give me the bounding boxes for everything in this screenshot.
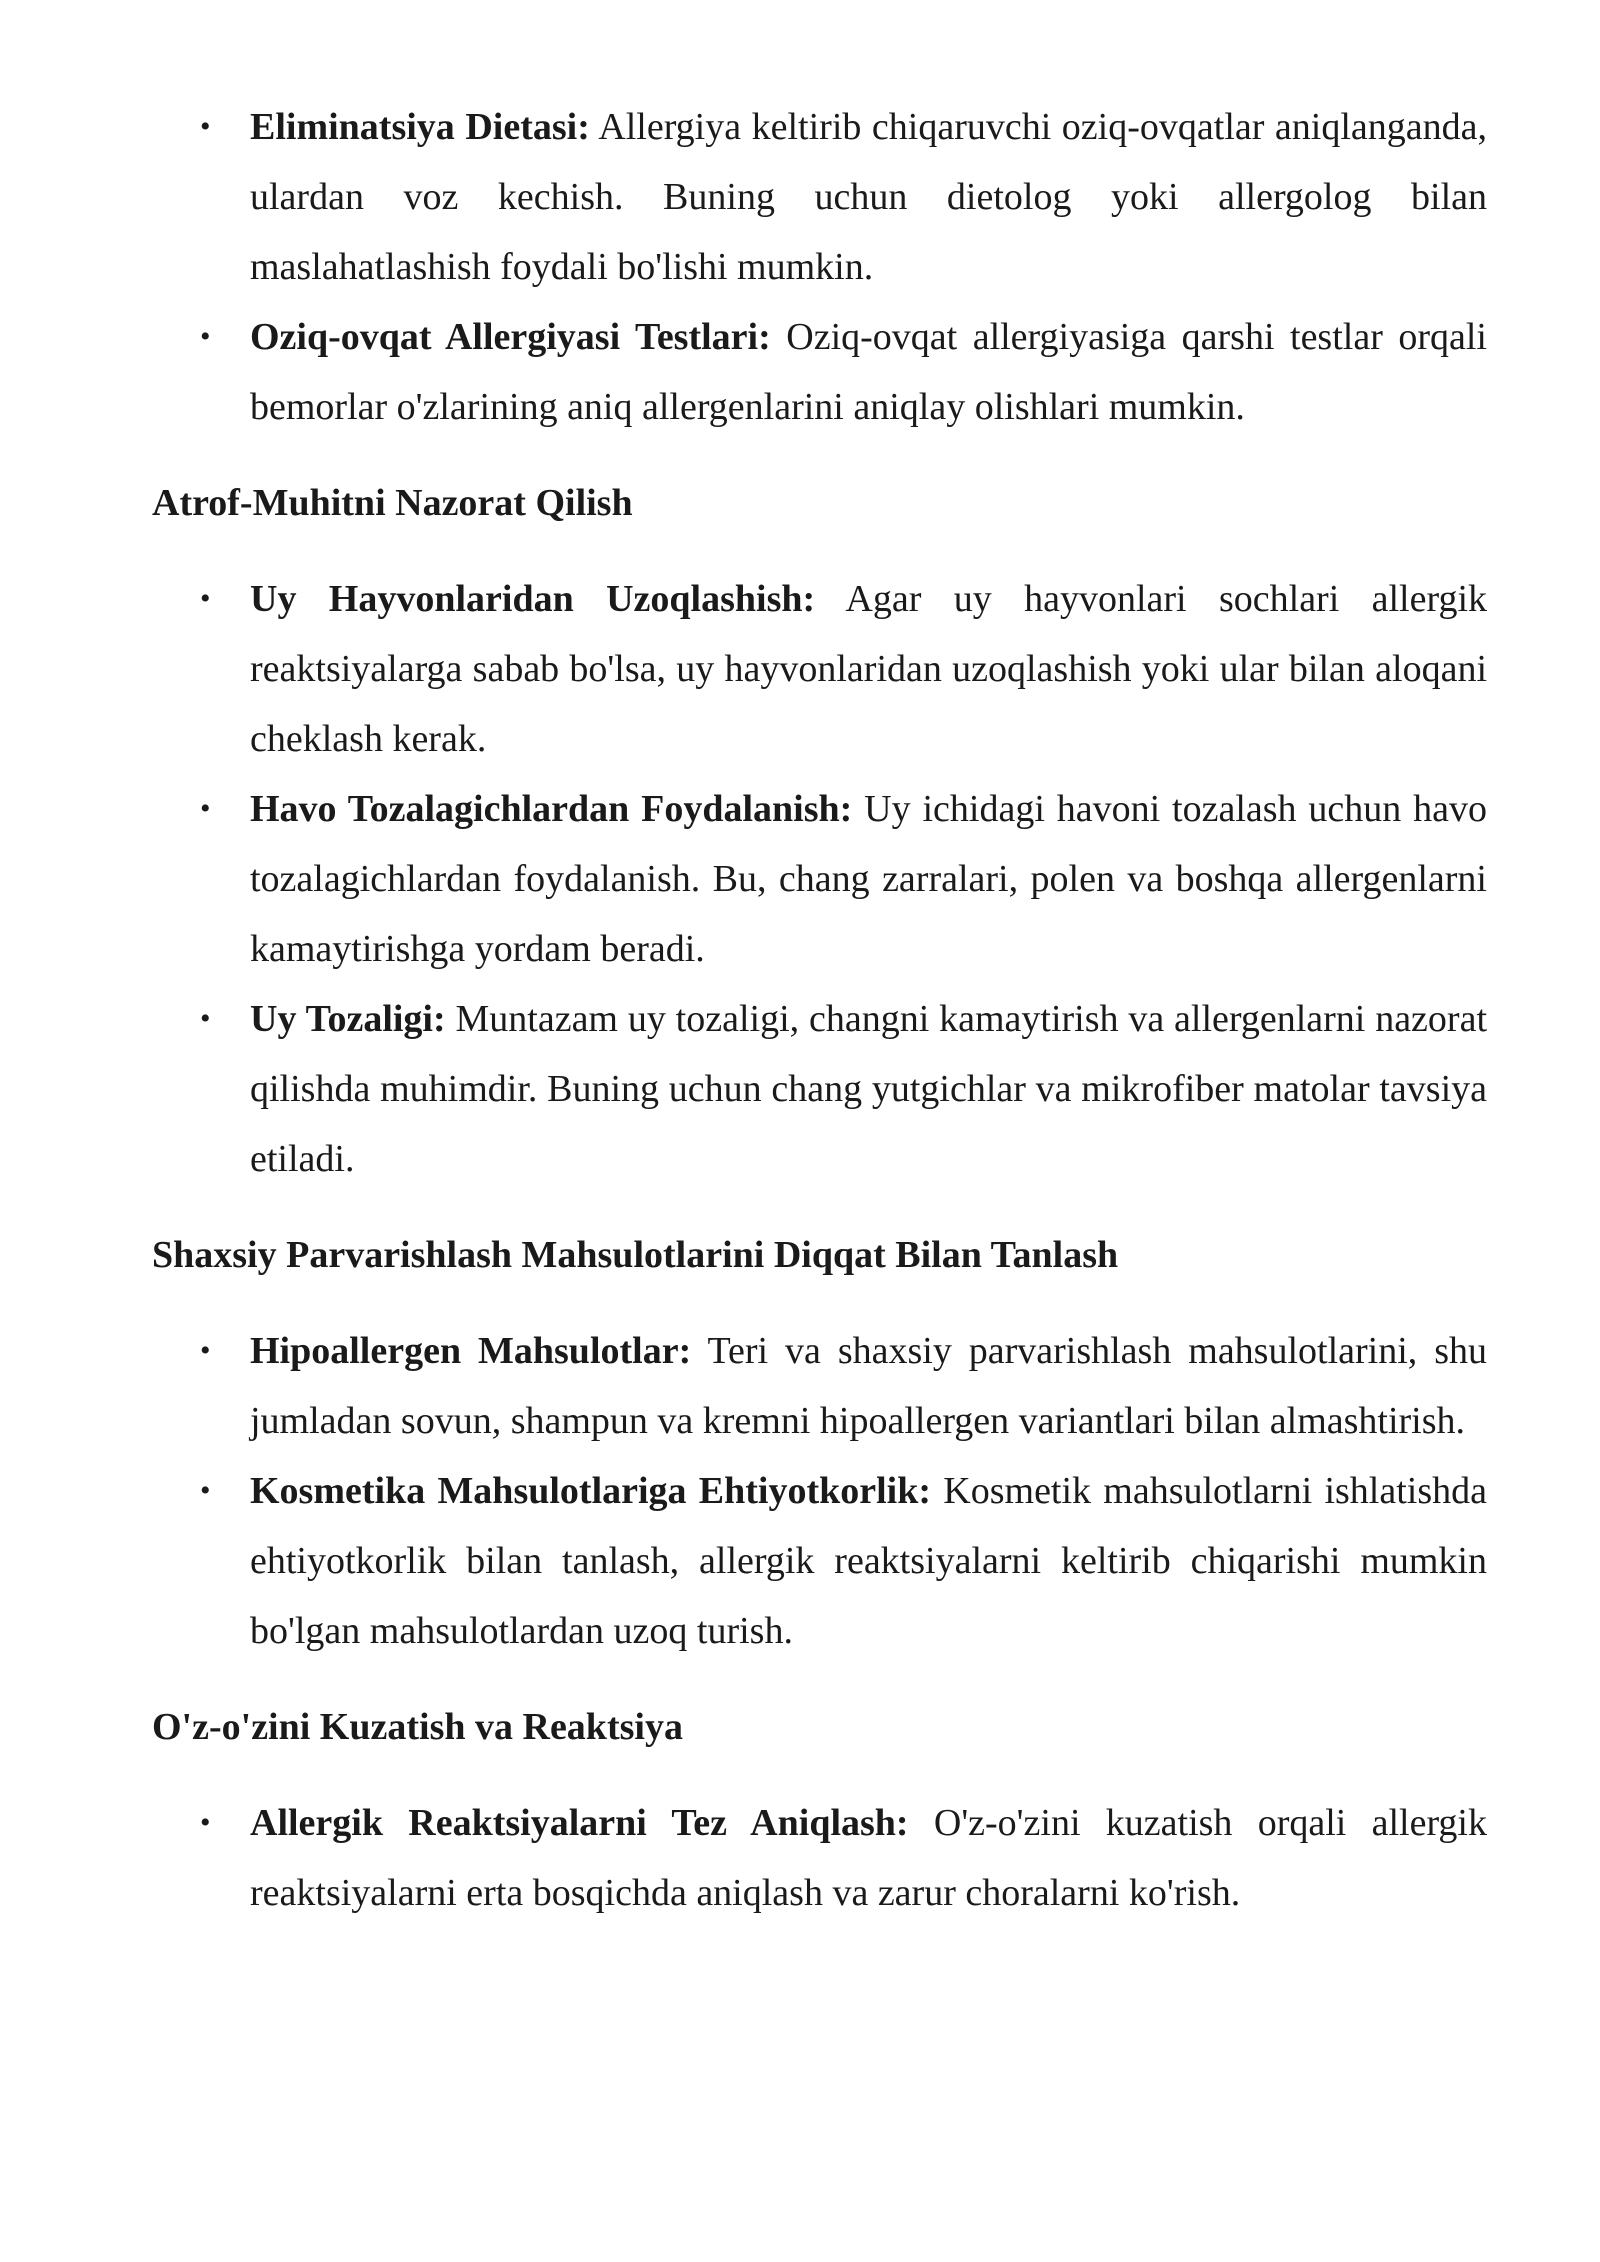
list-item-text: Uy ichidagi havoni tozalash uchun havo tozalagichlardan foydalanish. Bu, chang zarralari, polen va boshqa allergenlarni kamaytirishga yordam beradi. <box>250 788 1487 970</box>
section-environment-control <box>152 480 1487 1194</box>
bullet-list <box>152 1316 1487 1666</box>
bullet-icon: • <box>200 110 211 143</box>
section-heading: Shaxsiy Parvarishlash Mahsulotlarini Diqqat Bilan Tanlash <box>152 1234 1119 1276</box>
document-page <box>152 92 1487 1928</box>
list-item <box>152 1788 1487 1928</box>
list-item-text: O'z-o'zini kuzatish orqali allergik reaktsiyalarni erta bosqichda aniqlash va zarur choralarni ko'rish. <box>250 1802 1487 1914</box>
bullet-icon: • <box>200 582 211 615</box>
list-item <box>152 1456 1487 1666</box>
list-item <box>152 1316 1487 1456</box>
list-item-term: Uy Tozaligi: <box>250 998 446 1040</box>
bullet-list <box>152 1788 1487 1928</box>
list-item-text: Oziq-ovqat allergiyasiga qarshi testlar orqali bemorlar o'zlarining aniq allergenlarini aniqlay olishlari mumkin. <box>250 316 1487 428</box>
list-item-text: Allergiya keltirib chiqaruvchi oziq-ovqatlar aniqlanganda, ulardan voz kechish. Buning uchun dietolog yoki allergolog bilan maslahatlashish foydali bo'lishi mumkin. <box>250 106 1488 288</box>
bullet-icon: • <box>200 1806 211 1839</box>
list-item <box>152 92 1487 302</box>
list-item <box>152 302 1487 442</box>
list-item-text: Muntazam uy tozaligi, changni kamaytirish va allergenlarni nazorat qilishda muhimdir. Buning uchun chang yutgichlar va mikrofiber matolar tavsiya etiladi. <box>250 998 1488 1180</box>
bullet-icon: • <box>200 792 211 825</box>
list-item-term: Eliminatsiya Dietasi: <box>250 106 590 148</box>
bullet-icon: • <box>200 320 211 353</box>
list-item-text: Kosmetik mahsulotlarni ishlatishda ehtiyotkorlik bilan tanlash, allergik reaktsiyalarni keltirib chiqarishi mumkin bo'lgan mahsulotlardan uzoq turish. <box>250 1470 1488 1652</box>
bullet-icon: • <box>200 1002 211 1035</box>
section-elimination <box>152 92 1487 442</box>
section-heading: Atrof-Muhitni Nazorat Qilish <box>152 482 633 524</box>
section-self-monitoring <box>152 1704 1487 1928</box>
list-item-term: Allergik Reaktsiyalarni Tez Aniqlash: <box>250 1802 909 1844</box>
bullet-icon: • <box>200 1334 211 1367</box>
list-item-term: Hipoallergen Mahsulotlar: <box>250 1330 692 1372</box>
bullet-list <box>152 564 1487 1194</box>
bullet-list <box>152 92 1487 442</box>
bullet-icon: • <box>200 1474 211 1507</box>
list-item <box>152 774 1487 984</box>
list-item-term: Oziq-ovqat Allergiyasi Testlari: <box>250 316 771 358</box>
list-item-term: Uy Hayvonlaridan Uzoqlashish: <box>250 578 816 620</box>
list-item-text: Teri va shaxsiy parvarishlash mahsulotlarini, shu jumladan sovun, shampun va kremni hipoallergen variantlari bilan almashtirish. <box>250 1330 1487 1442</box>
list-item-term: Kosmetika Mahsulotlariga Ehtiyotkorlik: <box>250 1470 932 1512</box>
list-item-term: Havo Tozalagichlardan Foydalanish: <box>250 788 853 830</box>
list-item-text: Agar uy hayvonlari sochlari allergik reaktsiyalarga sabab bo'lsa, uy hayvonlaridan uzoqlashish yoki ular bilan aloqani cheklash kerak. <box>250 578 1487 760</box>
section-personal-care <box>152 1232 1487 1666</box>
list-item <box>152 564 1487 774</box>
list-item <box>152 984 1487 1194</box>
section-heading: O'z-o'zini Kuzatish va Reaktsiya <box>152 1706 683 1748</box>
